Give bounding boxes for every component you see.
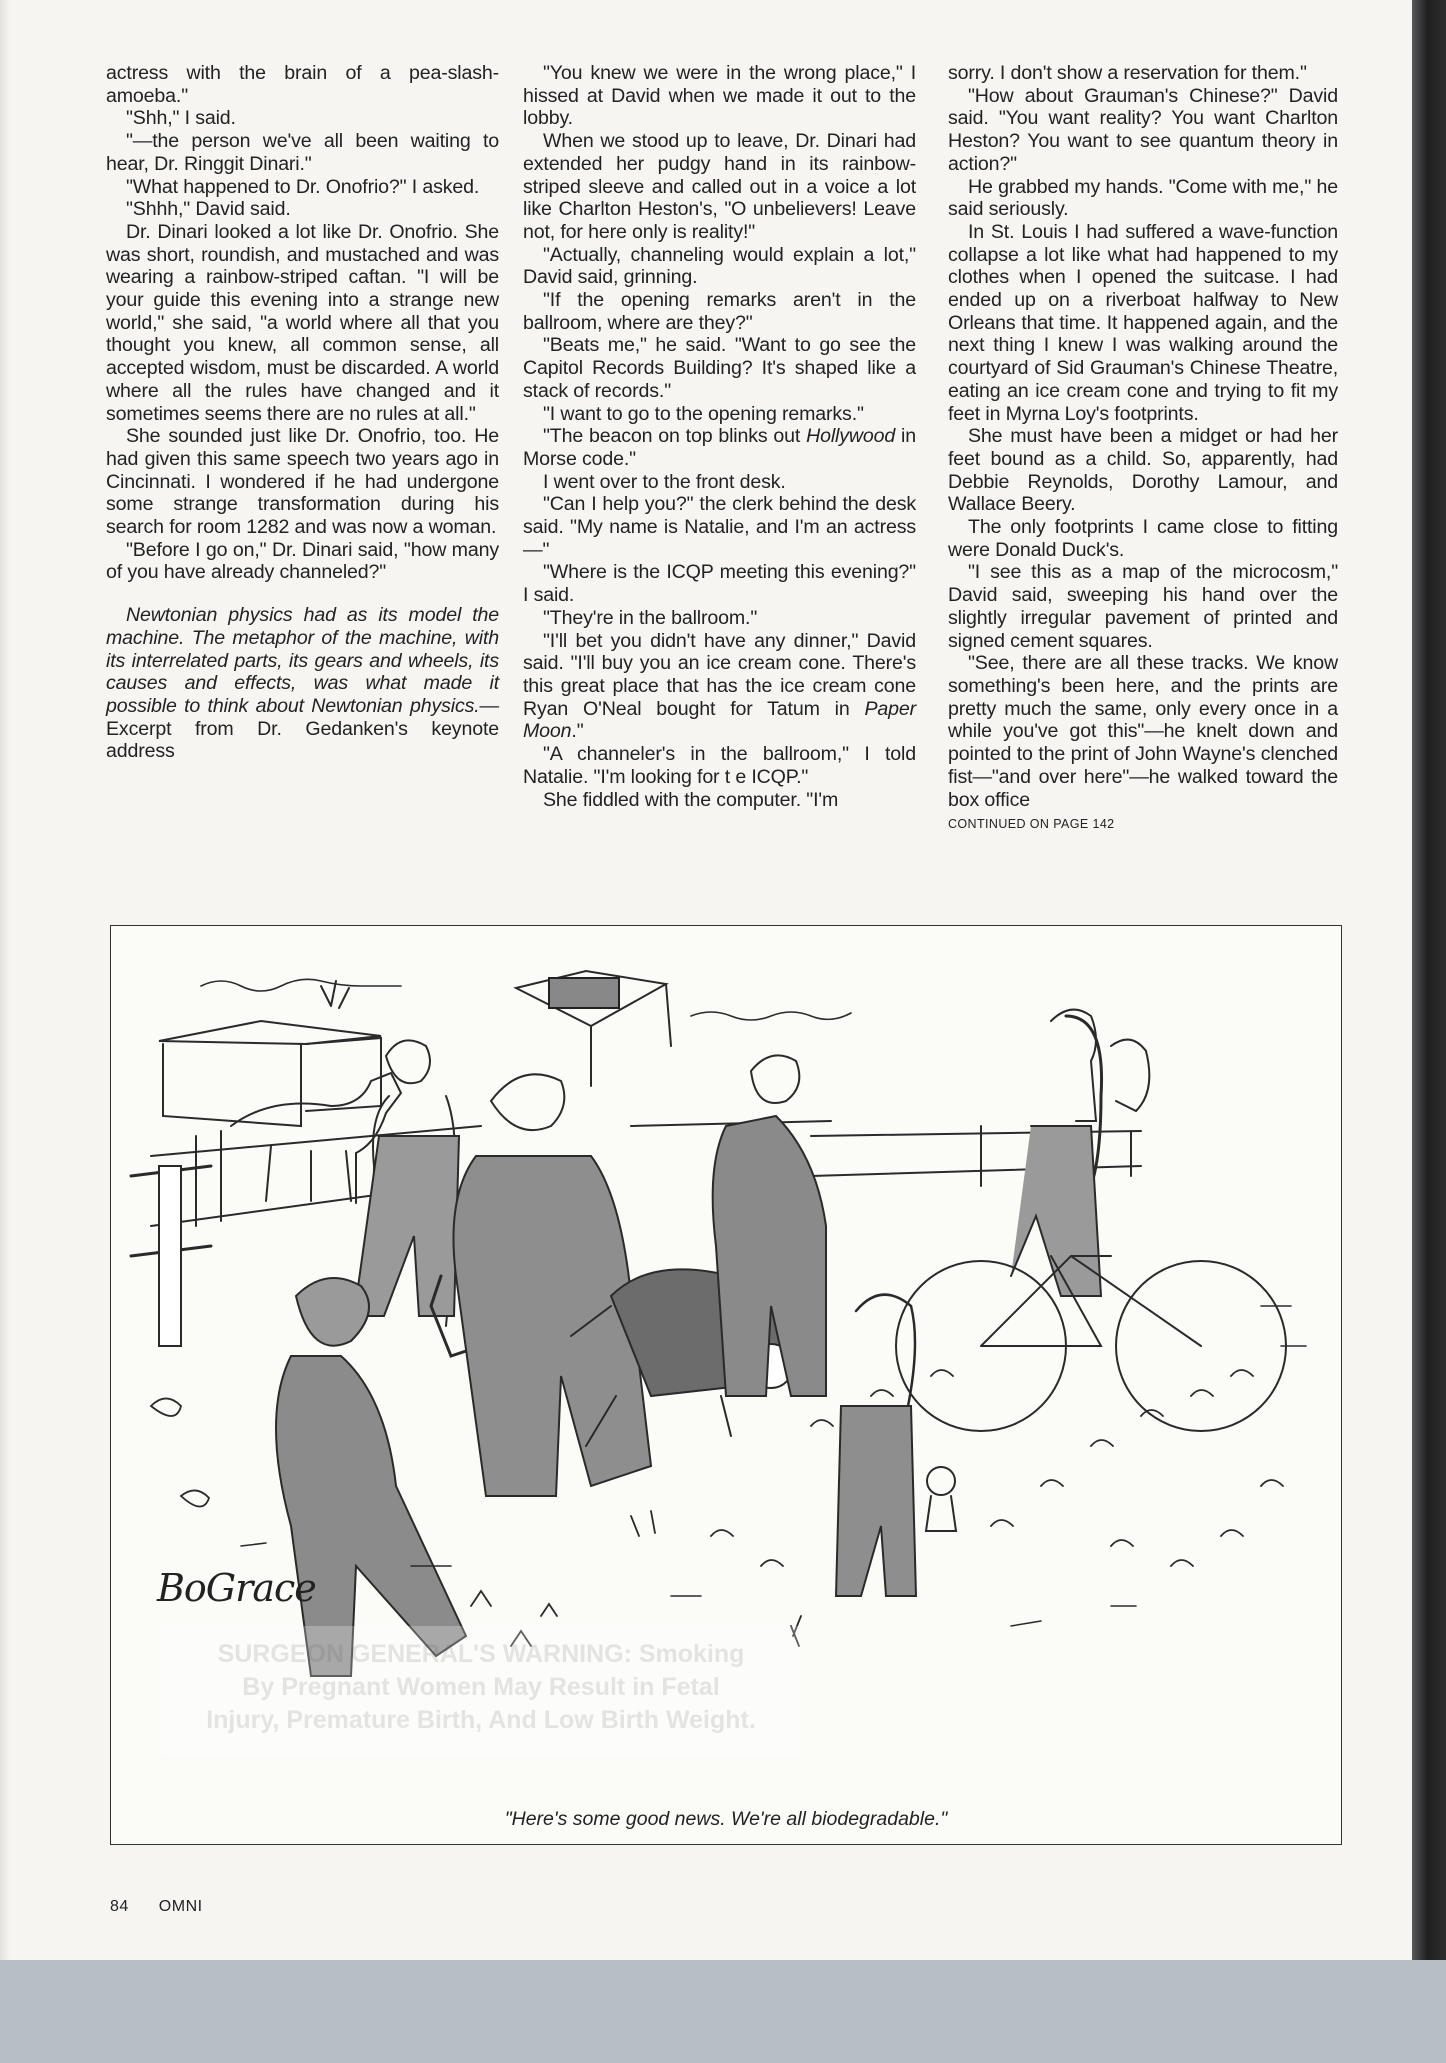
- paragraph: "Can I help you?" the clerk behind the desk said. "My name is Natalie, and I'm an actress—": [523, 493, 916, 561]
- paragraph: "See, there are all these tracks. We know something's been here, and the prints are pretty much the same, only every once in a while you've got this"—he knelt down and pointed to the print of John Wayne's clenched fist—"and over here"—he walked toward the box office: [948, 652, 1338, 811]
- paragraph: "What happened to Dr. Onofrio?" I asked.: [126, 175, 480, 198]
- text-column-1: [106, 62, 499, 763]
- paragraph: "How about Grauman's Chinese?" David said. "You want reality? You want Charlton Heston? You want to see quantum theory in action?": [948, 84, 1338, 175]
- paragraph: He grabbed my hands. "Come with me," he said seriously.: [948, 175, 1338, 221]
- paragraph: "I want to go to the opening remarks.": [543, 402, 864, 425]
- paragraph: She must have been a midget or had her feet bound as a child. So, apparently, had Debbie Reynolds, Dorothy Lamour, and Wallace Beery.: [948, 425, 1338, 516]
- page-footer: [110, 1898, 233, 1916]
- text-run: in Morse code.": [523, 425, 916, 470]
- artist-signature: BoGrace: [157, 1566, 316, 1610]
- excerpt-quote: Newtonian physics had as its model the machine. The metaphor of the machine, with its interrelated parts, its gears and wheels, its causes and effects, was what made it possible to think about Newtonian physics.: [106, 604, 499, 717]
- paragraph: Dr. Dinari looked a lot like Dr. Onofrio. She was short, roundish, and mustached and was wearing a rainbow-striped caftan. "I will be your guide this evening into a strange new world," she said, "a world where all that you thought you knew, all common sense, all accepted wisdom, must be discarded. A world where all the rules have changed and it sometimes seems there are no rules at all.": [106, 220, 499, 425]
- paragraph: In St. Louis I had suffered a wave-function collapse a lot like what had happened to my clothes when I opened the suitcase. I had ended up on a riverboat halfway to New Orleans that time. It happened again, and the next thing I knew I was walking around the courtyard of Sid Grauman's Chinese Theatre, eating an ice cream cone and trying to fit my feet in Myrna Loy's footprints.: [948, 220, 1338, 425]
- text-run: "The beacon on top blinks out: [543, 425, 807, 448]
- italic-title: Hollywood: [806, 425, 896, 448]
- paragraph: When we stood up to leave, Dr. Dinari had extended her pudgy hand in its rainbow-striped sleeve and called out in a voice a lot like Charlton Heston's, "O unbelievers! Leave not, for here only is reality!": [523, 130, 916, 243]
- paragraph: [523, 630, 916, 744]
- paragraph: "Beats me," he said. "Want to go see the Capitol Records Building? It's shaped like a stack of records.": [523, 334, 916, 402]
- paragraph: "Shh," I said.: [126, 107, 236, 130]
- paragraph: "They're in the ballroom.": [543, 606, 758, 629]
- warning-line: Injury, Premature Birth, And Low Birth Weight.: [206, 1706, 756, 1734]
- text-column-3: [948, 62, 1338, 836]
- italic-title: Paper Moon: [523, 697, 916, 743]
- paragraph: sorry. I don't show a reservation for them.": [948, 62, 1307, 84]
- paragraph: [523, 425, 916, 470]
- warning-line: SURGEON GENERAL'S WARNING: Smoking: [217, 1640, 745, 1668]
- text-run: "I'll bet you didn't have any dinner," David said. "I'll buy you an ice cream cone. There's this great place that has the ice cream cone Ryan O'Neal bought for Tatum in: [523, 629, 916, 720]
- paragraph: "If the opening remarks aren't in the ballroom, where are they?": [523, 289, 916, 334]
- paragraph: "You knew we were in the wrong place," I hissed at David when we made it out to the lobby.: [523, 62, 916, 130]
- continued-on-page: CONTINUED ON PAGE 142: [948, 817, 1115, 832]
- paragraph: The only footprints I came close to fitting were Donald Duck's.: [948, 516, 1338, 561]
- paragraph: actress with the brain of a pea-slash-amoeba.": [106, 62, 499, 107]
- cartoon-caption: "Here's some good news. We're all biodegradable.": [504, 1808, 948, 1830]
- keynote-excerpt: [106, 604, 499, 763]
- cartoon-panel: [110, 925, 1342, 1845]
- text-column-2: [523, 62, 916, 811]
- paragraph: "Where is the ICQP meeting this evening?" I said.: [523, 561, 916, 607]
- paragraph: I went over to the front desk.: [543, 470, 786, 493]
- paragraph: "A channeler's in the ballroom," I told Natalie. "I'm looking for t e ICQP.": [523, 743, 916, 788]
- paragraph: "Shhh," David said.: [126, 198, 291, 221]
- paragraph: She fiddled with the computer. "I'm: [543, 788, 839, 811]
- page-number: 84: [110, 1898, 129, 1915]
- warning-line: By Pregnant Women May Result in Fetal: [242, 1673, 720, 1701]
- paragraph: She sounded just like Dr. Onofrio, too. He had given this same speech two years ago in Cincinnati. I wondered if he had undergone some strange transformation during his search for room 1282 and was now a woman.: [106, 425, 499, 539]
- surgeon-general-warning-showthrough: [161, 1626, 801, 1756]
- magazine-name: OMNI: [158, 1898, 203, 1915]
- paragraph: "Before I go on," Dr. Dinari said, "how many of you have already channeled?": [106, 538, 499, 584]
- excerpt-source: —Excerpt from Dr. Gedanken's keynote address: [106, 694, 499, 763]
- paragraph: "—the person we've all been waiting to hear, Dr. Ringgit Dinari.": [106, 130, 499, 175]
- paragraph: "Actually, channeling would explain a lot," David said, grinning.: [523, 243, 916, 289]
- page-binding-shadow: [1412, 0, 1446, 1960]
- paragraph: "I see this as a map of the microcosm," David said, sweeping his hand over the slightly irregular pavement of printed and signed cement squares.: [948, 561, 1338, 652]
- page-edge-shadow: [0, 0, 10, 1960]
- text-run: .": [571, 720, 584, 743]
